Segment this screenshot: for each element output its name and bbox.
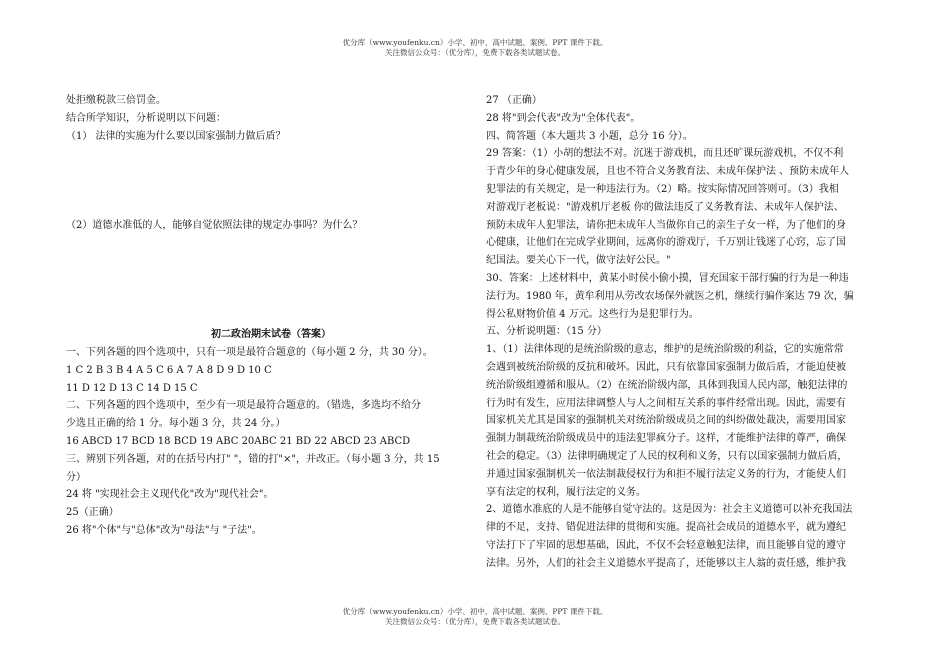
- right-column: [486, 92, 896, 573]
- footer-line-2: 关注微信公众号：（优分库），免费下载各类试题试卷。: [385, 617, 565, 626]
- text-line: 三、辨别下列各题，对的在括号内打" "，错的打"×"，并改正。（每小题 3 分，共 15: [66, 453, 440, 465]
- text-line: 四、简答题（本大题共 3 小题，总分 16 分）。: [486, 130, 693, 142]
- text-line: 法律。另外，人们的社会主义道德水平提高了，还能够以主人翁的责任感，维护我: [486, 557, 846, 569]
- text-line: 得公私财物价值 4 万元。这些行为是犯罪行为。: [486, 308, 699, 320]
- text-line: 1、（1）法律体现的是统治阶级的意志，维护的是统治阶级的利益，它的实施常常: [486, 344, 844, 356]
- text-line: 对游戏厅老板说："游戏机厅老板 你的做法违反了义务教育法、未成年人保护法、: [486, 201, 844, 213]
- text-line: 强制力制裁统治阶级成员中的违法犯罪疯分子。这样，才能维护法律的尊严，确保: [486, 433, 846, 445]
- question-2: （2）道德水准低的人，能够自觉依照法律的规定办事吗？为什么？: [66, 220, 363, 232]
- text-line: 24 将 "实现社会主义现代化"改为"现代社会"。: [66, 489, 274, 501]
- answer-title: 初二政治期末试卷（答案）: [211, 329, 331, 341]
- text-line: 会遇到被统治阶级的反抗和破坏。因此，只有依靠国家强制力做后盾，才能迫使被: [486, 361, 846, 373]
- text-line: 11 D 12 D 13 C 14 D 15 C: [66, 382, 198, 394]
- text-line: 分）: [66, 471, 86, 483]
- text-line: 28 将"到会代表"改为"全体代表"。: [486, 112, 641, 124]
- text-line: 处拒缴税款三倍罚金。: [66, 95, 166, 106]
- text-line: 心健康，让他们在完成学业期间，远离你的游戏厅，千万别让钱迷了心窍，忘了国: [486, 237, 846, 249]
- text-line: 纪国法。要关心下一代，做守法好公民。": [486, 255, 671, 267]
- text-line: 二、下列各题的四个选项中，至少有一项是最符合题意的。（错选，多选均不给分: [66, 400, 421, 412]
- text-line: 16 ABCD 17 BCD 18 BCD 19 ABC 20ABC 21 BD 22 ABCD 23 ABCD: [66, 435, 411, 447]
- text-line: 律的不足，支持、错促进法律的贯彻和实施。提高社会成员的道德水平，就为遵纪: [486, 522, 846, 534]
- text-line: 犯罪法的有关规定，是一种违法行为。（2）略。按实际情况回答则可。（3）我相: [486, 183, 839, 195]
- page-footer: [0, 607, 950, 627]
- page-header: [0, 38, 950, 58]
- text-line: 法行为。1980 年，黄牟利用从劳改农场保外就医之机，继续行骗作案达 79 次，骗: [486, 290, 854, 302]
- text-line: 国家机关尤其是国家的强制机关对统治阶级成员之间的纠纷做处裁决，需要用国家: [486, 415, 846, 427]
- text-line: 一、下列各题的四个选项中，只有一项是最符合题意的（每小题 2 分，共 30 分）。: [66, 346, 433, 358]
- header-line-2: 关注微信公众号：（优分库），免费下载各类试题试卷。: [385, 48, 565, 57]
- text-line: 结合所学知识，分析说明以下问题：: [66, 112, 226, 124]
- text-line: 预防未成年人犯罪法，请你把未成年人当做你自己的亲生子女一样，为了他们的身: [486, 219, 846, 231]
- text-line: 统治阶级组遵循和服从。（2）在统治阶级内部，具体到我国人民内部，触犯法律的: [486, 379, 848, 391]
- text-line: 行为时有发生，应用法律调整人与人之间相互关系的事件经常出现。因此，需要有: [486, 397, 846, 409]
- text-line: 守法打下了牢固的思想基础，因此，不仅不会轻意触犯法律，而且能够自觉的遵守: [486, 539, 846, 551]
- left-column: [66, 92, 476, 540]
- text-line: 26 将"个体"与"总体"改为"母法"与 "子法"。: [66, 524, 262, 536]
- text-line: 于青少年的身心健康发展，且也不符合义务教育法、未成年保护法 、预防未成年人: [486, 166, 850, 178]
- text-line: 少选且正确的给 1 分。每小题 3 分，共 24 分。）: [66, 418, 286, 430]
- text-line: 29 答案：（1）小胡的想法不对。沉迷于游戏机，而且还旷课玩游戏机，不仅不利: [486, 148, 844, 160]
- text-line: 2、道德水准底的人是不能够自觉守法的。这是因为：社会主义道德可以补充我国法: [486, 504, 853, 516]
- footer-line-1: 优分库（www.youfenku.cn）小学、初中、高中试题、案例、PPT 课件下载。: [342, 607, 608, 616]
- text-line: 1 C 2 B 3 B 4 A 5 C 6 A 7 A 8 D 9 D 10 C: [66, 364, 272, 376]
- text-line: 30、答案：上述材料中，黄某小时侯小偷小摸，冒充国家干部行骗的行为是一种违: [486, 272, 849, 284]
- text-line: 享有法定的权利，履行法定的义务。: [486, 486, 646, 498]
- header-line-1: 优分库（www.youfenku.cn）小学、初中、高中试题、案例、PPT 课件下载。: [342, 38, 608, 47]
- text-line: 社会的稳定。（3）法律明确规定了人民的权利和义务，只有以国家强制力做后盾，: [486, 450, 848, 462]
- question-1: （1） 法律的实施为什么要以国家强制力做后盾？: [66, 130, 286, 142]
- text-line: 五、分析说明题：（15 分）: [486, 326, 607, 338]
- text-line: 25（正确）: [66, 507, 119, 519]
- text-line: 27 （正确）: [486, 95, 542, 106]
- text-line: 并通过国家强制机关一依法制裁侵权行为和拒不履行法定义务的行为，才能使人们: [486, 468, 846, 480]
